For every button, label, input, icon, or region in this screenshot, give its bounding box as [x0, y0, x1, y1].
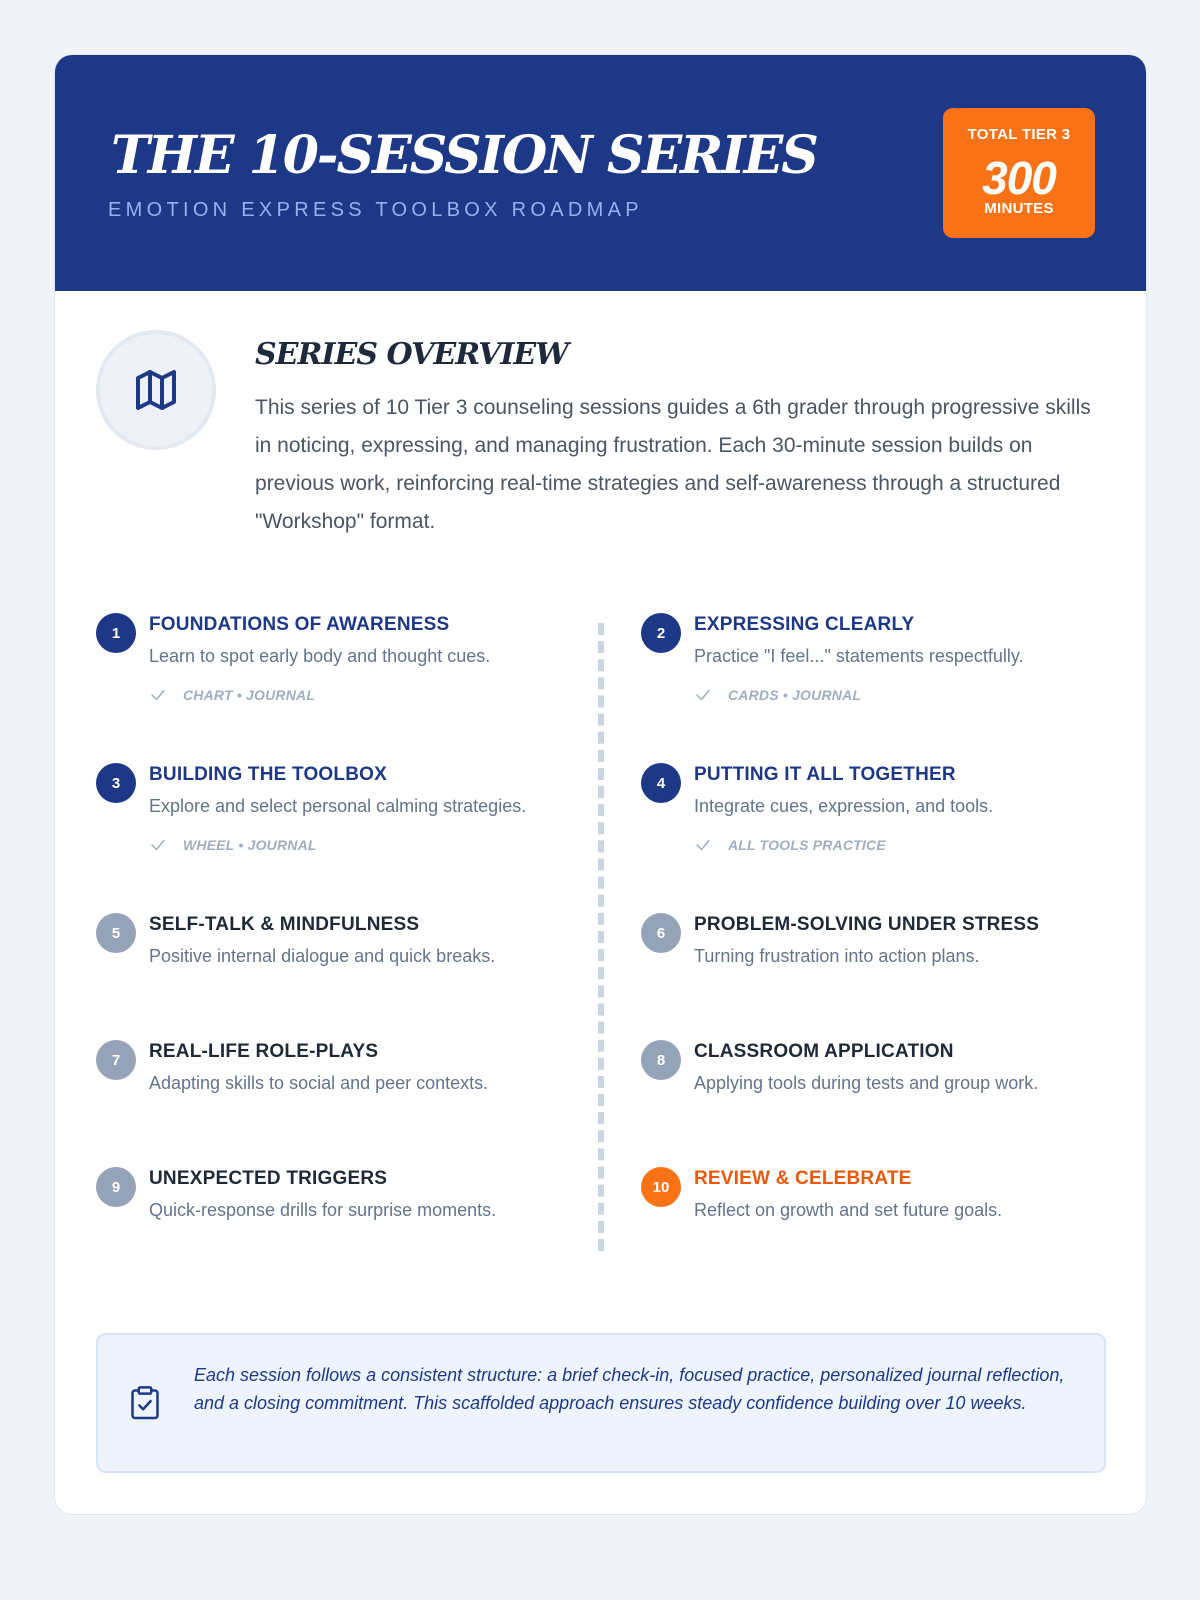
session-title: PROBLEM-SOLVING UNDER STRESS	[694, 914, 1040, 935]
session-description: Adapting skills to social and peer contexts.	[149, 1073, 489, 1093]
badge-label-top: TOTAL TIER 3	[967, 126, 1071, 143]
clipboard-check-icon	[130, 1385, 160, 1421]
structure-note	[96, 1333, 1106, 1473]
session-materials	[149, 686, 315, 704]
session-title: CLASSROOM APPLICATION	[694, 1041, 954, 1062]
session-number-badge: 6	[641, 913, 681, 953]
session-number-badge: 7	[96, 1040, 136, 1080]
page-title: THE 10-SESSION SERIES	[111, 125, 817, 186]
session-title: REAL-LIFE ROLE-PLAYS	[149, 1041, 379, 1062]
check-icon	[694, 836, 712, 854]
session-title: REVIEW & CELEBRATE	[694, 1168, 912, 1189]
session-description: Positive internal dialogue and quick breaks.	[149, 946, 496, 966]
check-icon	[149, 686, 167, 704]
badge-number: 300	[982, 152, 1056, 204]
session-description: Applying tools during tests and group work.	[694, 1073, 1039, 1093]
session-description: Practice "I feel..." statements respectfully.	[694, 646, 1024, 666]
overview-text: This series of 10 Tier 3 counseling sessions guides a 6th grader through progressive skills in noticing, expressing, and managing frustration. Each 30-minute session builds on previous work, reinforcing real-time strategies and self-awareness through a structured "Workshop" format.	[255, 396, 1091, 533]
column-divider	[598, 623, 604, 1251]
session-description: Explore and select personal calming strategies.	[149, 796, 527, 816]
badge-label-bottom: MINUTES	[984, 200, 1054, 217]
overview-icon-circle	[96, 330, 216, 450]
session-number-badge: 4	[641, 763, 681, 803]
session-description: Quick-response drills for surprise moments.	[149, 1200, 497, 1220]
page-subtitle: EMOTION EXPRESS TOOLBOX ROADMAP	[108, 199, 643, 221]
header-banner	[55, 55, 1146, 291]
check-icon	[694, 686, 712, 704]
session-number-badge: 2	[641, 613, 681, 653]
session-materials-text: ALL TOOLS PRACTICE	[728, 837, 886, 853]
session-materials	[694, 836, 886, 854]
session-description: Turning frustration into action plans.	[694, 946, 980, 966]
session-materials	[694, 686, 861, 704]
session-title: PUTTING IT ALL TOGETHER	[694, 764, 956, 785]
session-number-badge: 9	[96, 1167, 136, 1207]
session-materials-text: WHEEL • JOURNAL	[183, 837, 317, 853]
roadmap-card	[54, 54, 1147, 1515]
session-title: EXPRESSING CLEARLY	[694, 614, 915, 635]
session-materials-text: CHART • JOURNAL	[183, 687, 316, 703]
session-description: Reflect on growth and set future goals.	[694, 1200, 1003, 1220]
session-number-badge: 8	[641, 1040, 681, 1080]
overview-title: SERIES OVERVIEW	[255, 337, 568, 372]
session-materials	[149, 836, 317, 854]
session-description: Integrate cues, expression, and tools.	[694, 796, 994, 816]
session-number-badge: 3	[96, 763, 136, 803]
session-number-badge: 5	[96, 913, 136, 953]
structure-note-text: Each session follows a consistent structure: a brief check-in, focused practice, personalized journal reflection, and a closing commitment. This scaffolded approach ensures steady confidence building over 10 weeks.	[194, 1365, 1065, 1413]
session-title: UNEXPECTED TRIGGERS	[149, 1168, 388, 1189]
session-title: FOUNDATIONS OF AWARENESS	[149, 614, 450, 635]
total-minutes-badge	[943, 108, 1095, 238]
session-title: BUILDING THE TOOLBOX	[149, 764, 387, 785]
check-icon	[149, 836, 167, 854]
session-number-badge: 10	[641, 1167, 681, 1207]
session-materials-text: CARDS • JOURNAL	[728, 687, 862, 703]
session-number-badge: 1	[96, 613, 136, 653]
session-title: SELF-TALK & MINDFULNESS	[149, 914, 420, 935]
session-description: Learn to spot early body and thought cues.	[149, 646, 491, 666]
map-icon	[132, 366, 180, 414]
